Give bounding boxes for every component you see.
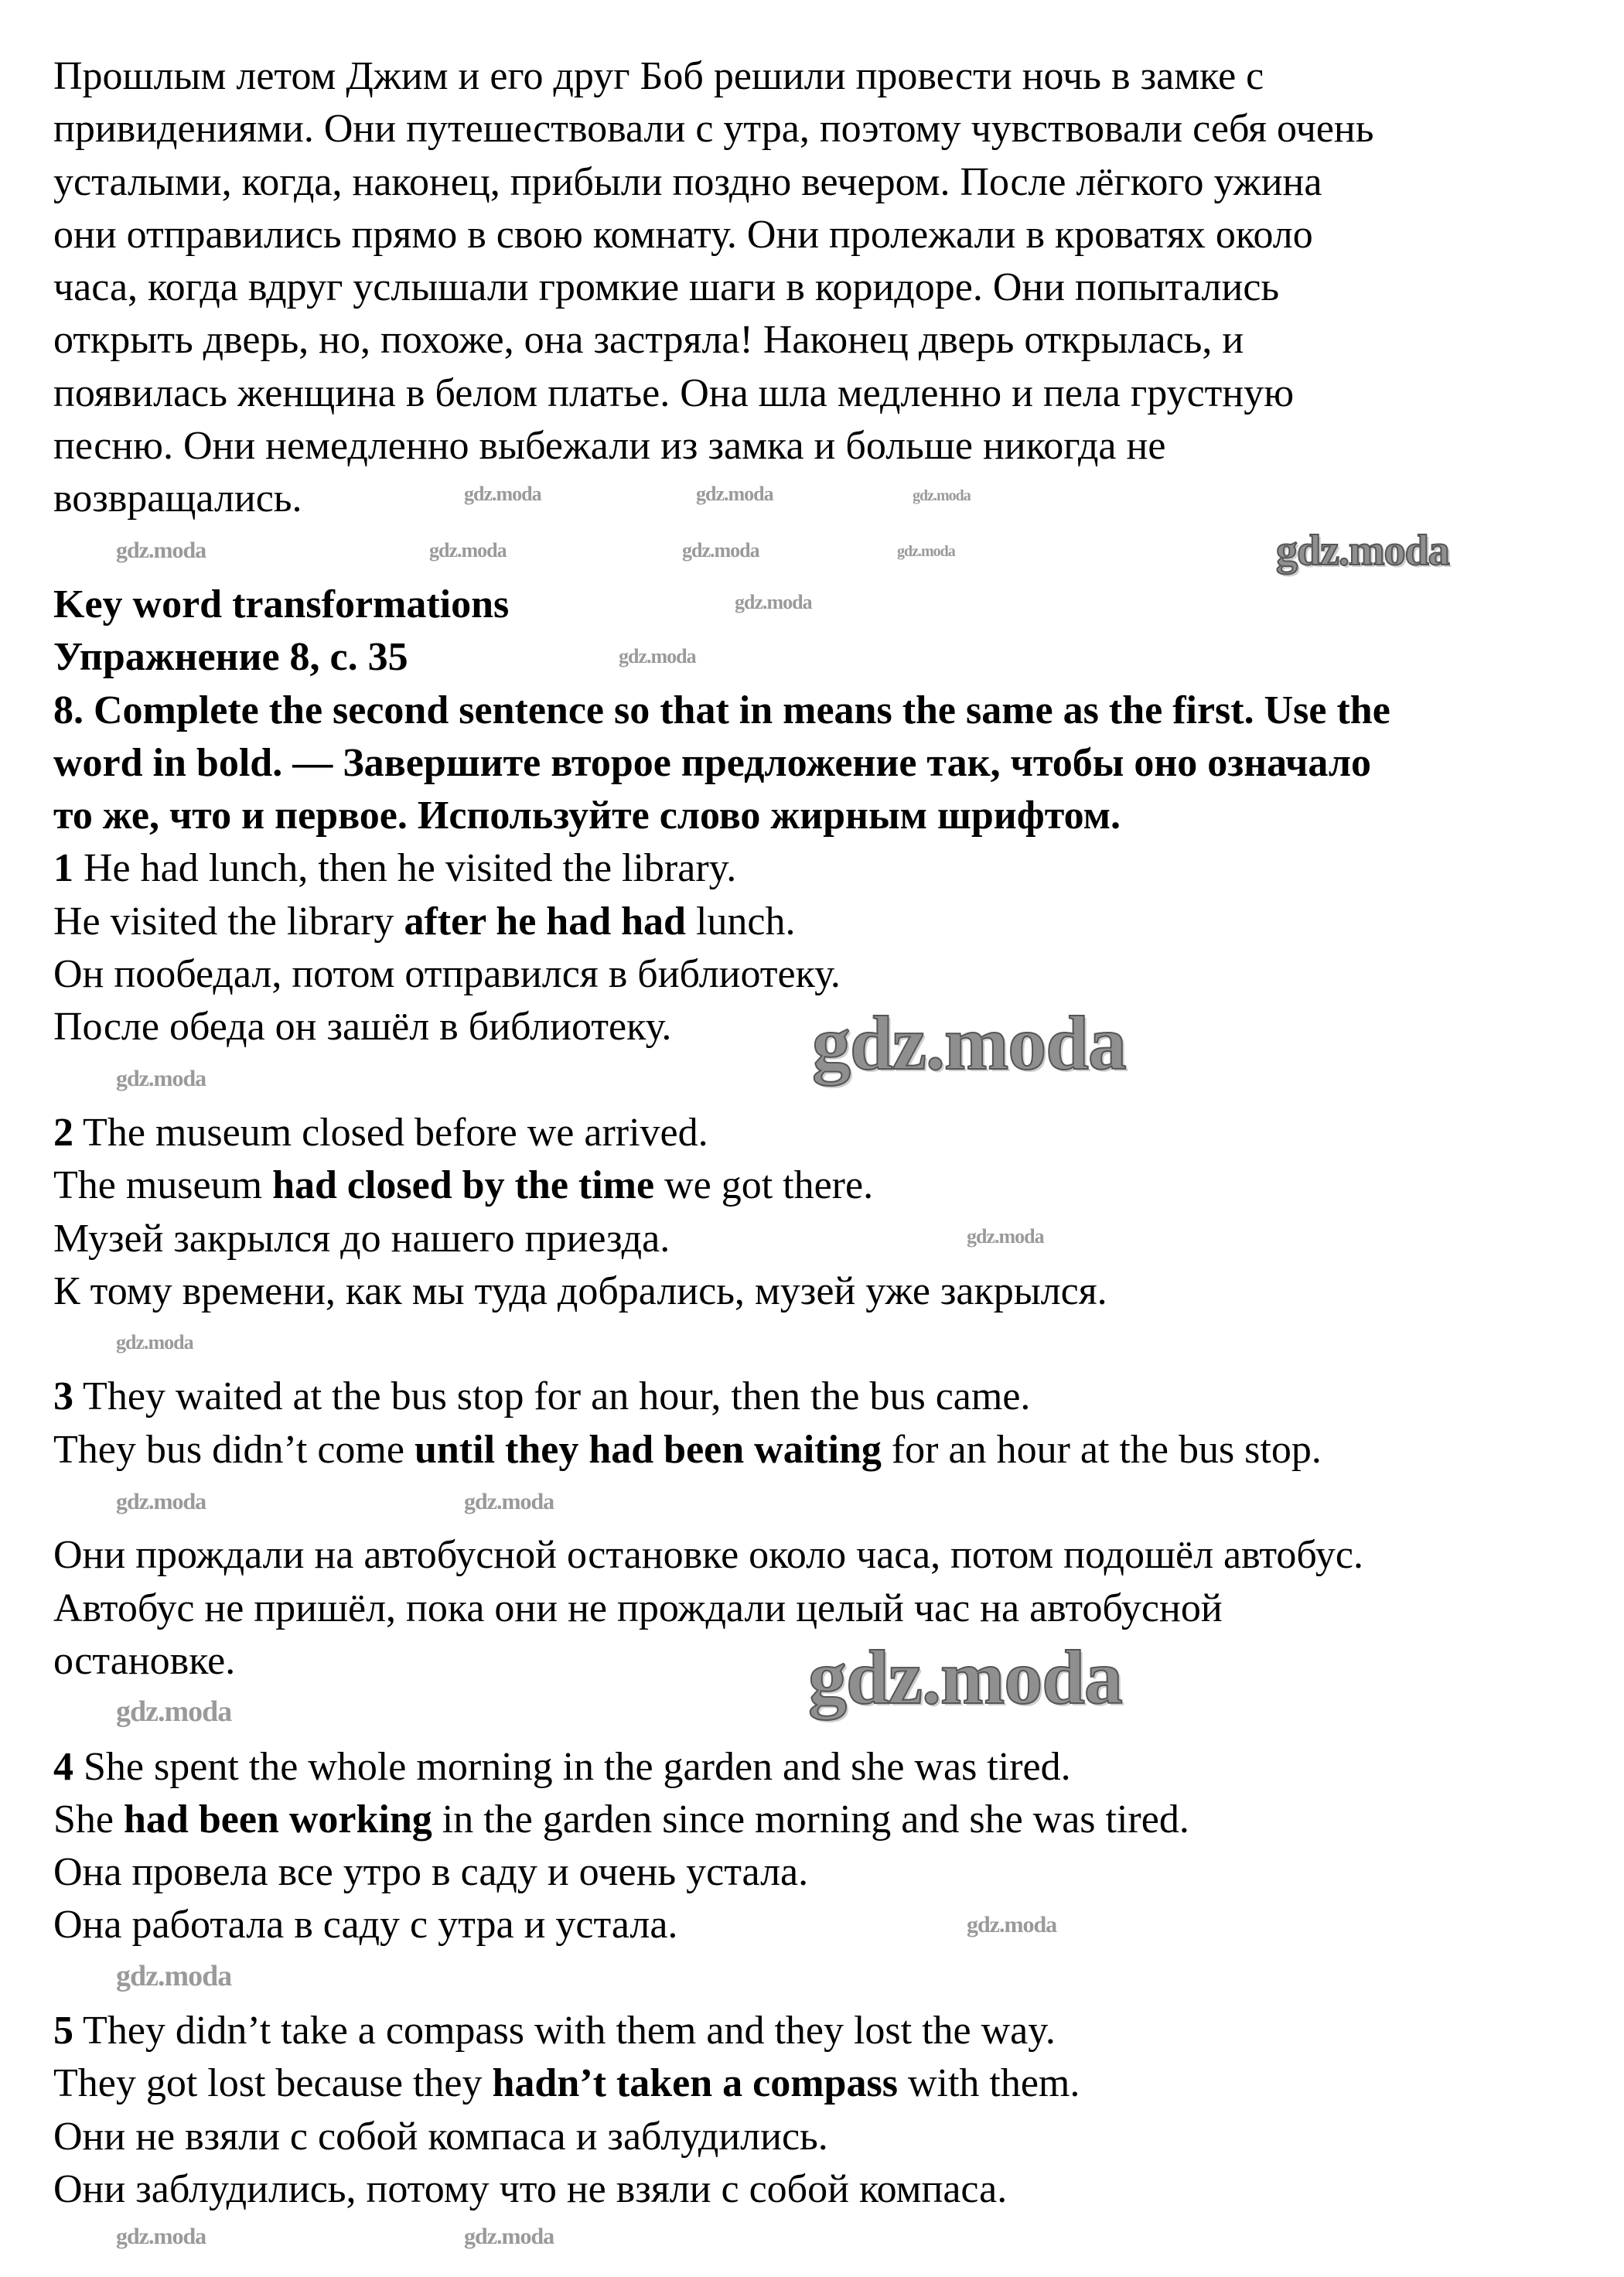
text-segment: открыть дверь, но, похоже, она застряла! Наконец дверь открылась, и (53, 318, 1244, 363)
text-line (53, 1794, 1600, 1846)
text-segment: in the garden since morning and she was tired. (432, 1797, 1189, 1842)
text-segment: He had lunch, then he visited the library. (73, 846, 737, 891)
blank-line (53, 1476, 1600, 1529)
text-segment: lunch. (685, 899, 796, 944)
bold-text: 4 (53, 1744, 73, 1789)
bold-text: Key word transformations (53, 582, 510, 626)
text-segment: Прошлым летом Джим и его друг Боб решили провести ночь в замке с (53, 54, 1264, 98)
text-segment: They waited at the bus stop for an hour, then the bus came. (73, 1374, 1031, 1419)
watermark: gdz.moda (735, 591, 812, 613)
text-line (53, 473, 1600, 525)
bold-text: 1 (53, 846, 73, 891)
text-segment: Автобус не пришёл, пока они не прождали целый час на автобусной (53, 1586, 1223, 1630)
text-segment: появилась женщина в белом платье. Она шла медленно и пела грустную (53, 370, 1295, 415)
text-segment: усталыми, когда, наконец, прибыли поздно вечером. После лёгкого ужина (53, 159, 1322, 204)
text-line (53, 420, 1600, 473)
text-segment: они отправились прямо в свою комнату. Они пролежали в кроватях около (53, 212, 1313, 257)
blank-line (53, 1318, 1600, 1371)
text-segment: привидениями. Они путешествовали с утра, поэтому чувствовали себя очень (53, 107, 1374, 152)
text-segment: He visited the library (53, 899, 404, 944)
watermark: gdz.moda (812, 1000, 1126, 1086)
watermark: gdz.moda (619, 645, 696, 667)
watermark: gdz.moda (897, 543, 955, 560)
text-segment: They didn’t take a compass with them and they lost the way. (73, 2008, 1056, 2053)
bold-text: had been working (124, 1797, 432, 1842)
text-line (53, 1107, 1600, 1159)
document-body (53, 50, 1600, 2216)
watermark: gdz.moda (116, 538, 206, 563)
text-line (53, 1582, 1600, 1635)
text-segment: They bus didn’t come (53, 1427, 415, 1472)
text-segment: They got lost because they (53, 2061, 493, 2106)
text-line (53, 1424, 1600, 1476)
watermark: gdz.moda (696, 483, 773, 505)
watermark: gdz.moda (808, 1634, 1122, 1720)
text-line (53, 896, 1600, 948)
text-line (53, 684, 1600, 737)
watermark: gdz.moda (464, 1489, 554, 1514)
text-segment: The museum closed before we arrived. (73, 1110, 708, 1155)
bold-text: 5 (53, 2008, 73, 2053)
watermark: gdz.moda (429, 539, 507, 562)
text-line (53, 842, 1600, 895)
text-segment: Она провела все утро в саду и очень устала. (53, 1850, 809, 1895)
text-segment: возвращались. (53, 476, 302, 521)
bold-text: 2 (53, 1110, 73, 1155)
watermark: gdz.moda (967, 1912, 1057, 1937)
text-segment: остановке. (53, 1638, 236, 1683)
text-segment: Они не взяли с собой компаса и заблудились. (53, 2114, 828, 2159)
text-segment: песню. Они немедленно выбежали из замка и больше никогда не (53, 424, 1166, 469)
watermark: gdz.moda (464, 483, 541, 505)
text-line (53, 261, 1600, 314)
text-line (53, 579, 1600, 631)
text-line (53, 50, 1600, 103)
text-segment: Музей закрылся до нашего приезда. (53, 1216, 670, 1261)
watermark: gdz.moda (464, 2224, 554, 2249)
text-line (53, 209, 1600, 261)
bold-text: until they had been waiting (414, 1427, 882, 1472)
text-line (53, 1846, 1600, 1899)
text-line (53, 1741, 1600, 1794)
bold-text: 3 (53, 1374, 73, 1419)
text-segment: for an hour at the bus stop. (881, 1427, 1322, 1472)
watermark: gdz.moda (116, 2224, 206, 2249)
watermark: gdz.moda (116, 1960, 232, 1992)
text-segment: The museum (53, 1163, 273, 1208)
text-line (53, 367, 1600, 420)
bold-text: had closed by the time (272, 1163, 655, 1208)
text-line (53, 2005, 1600, 2057)
bold-text: то же, что и первое. Используйте слово жирным шрифтом. (53, 794, 1121, 838)
text-segment: Он пообедал, потом отправился в библиотеку. (53, 952, 841, 997)
watermark: gdz.moda (116, 1331, 193, 1354)
blank-line (53, 1952, 1600, 2005)
text-line (53, 103, 1600, 155)
text-segment: Они заблудились, потому что не взяли с собой компаса. (53, 2166, 1008, 2211)
bold-text: hadn’t taken a compass (492, 2061, 898, 2106)
watermark: gdz.moda (1276, 527, 1449, 575)
text-segment: Она работала в саду с утра и устала. (53, 1903, 678, 1948)
bold-text: word in bold. — Завершите второе предложение так, чтобы оно означало (53, 740, 1372, 785)
text-segment: She (53, 1797, 124, 1842)
text-line (53, 314, 1600, 367)
bold-text: 8. Complete the second sentence so that in means the same as the first. Use the (53, 688, 1390, 732)
text-line (53, 737, 1600, 790)
watermark: gdz.moda (967, 1225, 1044, 1248)
text-line (53, 1371, 1600, 1423)
bold-text: Упражнение 8, с. 35 (53, 635, 408, 680)
watermark: gdz.moda (913, 487, 971, 504)
text-line (53, 2163, 1600, 2216)
text-line (53, 1899, 1600, 1951)
text-line (53, 1265, 1600, 1318)
text-line (53, 2057, 1600, 2110)
text-segment: She spent the whole morning in the garden and she was tired. (73, 1744, 1071, 1789)
text-segment: with them. (897, 2061, 1080, 2106)
bold-text: after he had had (404, 899, 686, 944)
watermark: gdz.moda (116, 1489, 206, 1514)
text-line (53, 1213, 1600, 1265)
text-line (53, 948, 1600, 1001)
text-segment: часа, когда вдруг услышали громкие шаги в коридоре. Они попытались (53, 265, 1280, 310)
text-line (53, 2111, 1600, 2163)
text-segment: К тому времени, как мы туда добрались, музей уже закрылся. (53, 1268, 1107, 1313)
watermark: gdz.moda (682, 539, 759, 562)
watermark: gdz.moda (116, 1695, 232, 1728)
watermark: gdz.moda (116, 1066, 206, 1091)
text-line (53, 1159, 1600, 1212)
text-line (53, 631, 1600, 684)
text-segment: Они прождали на автобусной остановке около часа, потом подошёл автобус. (53, 1533, 1363, 1578)
text-line (53, 156, 1600, 209)
text-line (53, 1529, 1600, 1582)
text-segment: После обеда он зашёл в библиотеку. (53, 1005, 672, 1050)
text-line (53, 790, 1600, 842)
text-segment: we got there. (654, 1163, 874, 1208)
